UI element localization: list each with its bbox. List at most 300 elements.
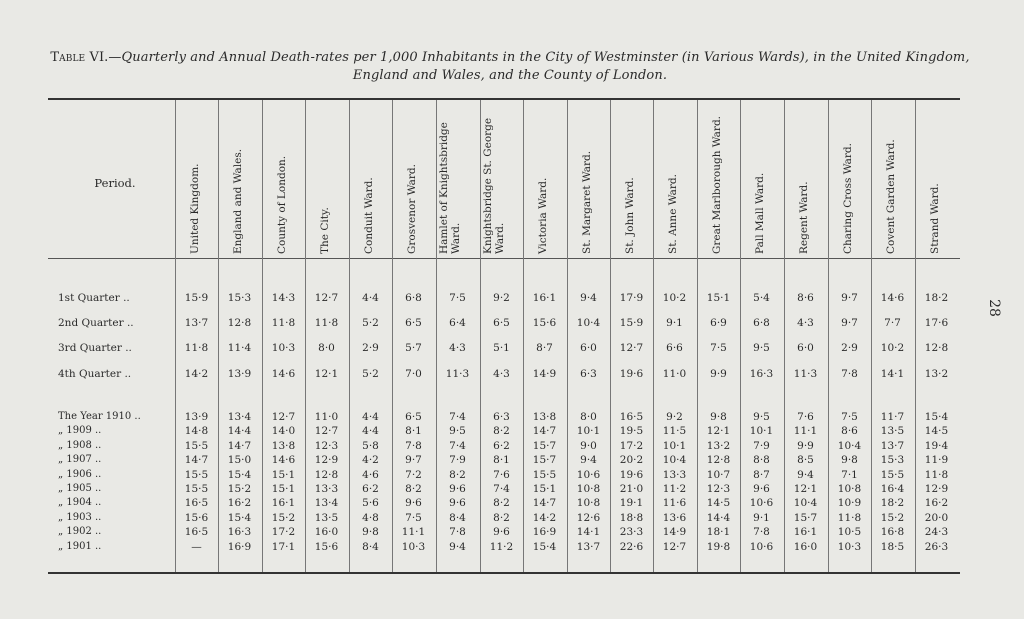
- table-cell: 12·7: [314, 292, 339, 304]
- table-cell: 14·9: [532, 368, 557, 380]
- table-cell: 11·3: [445, 368, 470, 380]
- table-cell: 8·4: [449, 512, 466, 524]
- column-header: [624, 106, 644, 254]
- table-cell: 8·4: [362, 541, 379, 553]
- table-cell: 14·5: [706, 497, 731, 509]
- table-cell: 6·3: [580, 368, 597, 380]
- column-divider: [610, 100, 611, 572]
- period-label: The Year 1910 ..: [58, 411, 141, 422]
- table-cell: 12·8: [227, 317, 252, 329]
- column-header-text: St. John Ward.: [624, 177, 636, 254]
- table-cell: 15·5: [184, 469, 209, 481]
- table-cell: 7·8: [405, 440, 422, 452]
- table-cell: 15·3: [227, 292, 252, 304]
- table-cell: 6·5: [493, 317, 510, 329]
- table-cell: 15·2: [271, 512, 296, 524]
- table-cell: 21·0: [619, 483, 644, 495]
- table-cell: 12·8: [314, 469, 339, 481]
- table-cell: 23·3: [619, 526, 644, 538]
- table-cell: 14·6: [271, 454, 296, 466]
- table-cell: 26·3: [924, 541, 949, 553]
- period-label: „ 1906 ..: [58, 469, 102, 480]
- table-cell: 16·2: [227, 497, 252, 509]
- table-row: [48, 440, 960, 454]
- column-header-text: County of London.: [276, 155, 288, 254]
- column-header: [667, 106, 687, 254]
- table-cell: 6·6: [666, 342, 683, 354]
- table-cell: 14·7: [532, 497, 557, 509]
- table-cell: 9·9: [710, 368, 727, 380]
- table-cell: 7·8: [753, 526, 770, 538]
- table-cell: 18·2: [880, 497, 905, 509]
- table-cell: 15·6: [184, 512, 209, 524]
- table-cell: 9·7: [841, 317, 858, 329]
- table-cell: 11·5: [662, 425, 687, 437]
- table-row: [48, 342, 960, 356]
- table-cell: 15·6: [314, 541, 339, 553]
- column-divider: [653, 100, 654, 572]
- table-row: [48, 425, 960, 439]
- column-header: [581, 106, 601, 254]
- table-cell: 7·5: [710, 342, 727, 354]
- table-cell: 7·7: [884, 317, 901, 329]
- table-cell: 7·0: [405, 368, 422, 380]
- table-cell: 15·7: [793, 512, 818, 524]
- table-cell: 16·5: [184, 526, 209, 538]
- table-cell: 13·8: [532, 411, 557, 423]
- column-divider: [392, 100, 393, 572]
- table-cell: 10·2: [880, 342, 905, 354]
- table-cell: 13·5: [880, 425, 905, 437]
- period-label: „ 1902 ..: [58, 526, 102, 537]
- table-row: [48, 541, 960, 555]
- period-label: 2nd Quarter ..: [58, 317, 134, 329]
- header-rule: [48, 258, 960, 259]
- table-cell: 7·6: [797, 411, 814, 423]
- table-cell: 8·2: [405, 483, 422, 495]
- column-header: [363, 106, 383, 254]
- table-cell: 15·2: [880, 512, 905, 524]
- column-header: [189, 106, 209, 254]
- table-cell: 10·4: [662, 454, 687, 466]
- table-cell: 16·1: [532, 292, 557, 304]
- table-cell: 2·9: [841, 342, 858, 354]
- column-header-text: Pall Mall Ward.: [754, 172, 766, 254]
- table-cell: 16·2: [924, 497, 949, 509]
- period-label: „ 1904 ..: [58, 497, 102, 508]
- table-cell: 11·8: [314, 317, 339, 329]
- table-cell: 13·9: [227, 368, 252, 380]
- table-cell: 9·6: [449, 497, 466, 509]
- table-cell: 7·2: [405, 469, 422, 481]
- table-cell: 15·9: [619, 317, 644, 329]
- table-cell: 6·0: [580, 342, 597, 354]
- table-cell: 11·1: [793, 425, 818, 437]
- table-cell: 10·1: [576, 425, 601, 437]
- table-cell: 11·0: [314, 411, 339, 423]
- table-cell: 16·3: [749, 368, 774, 380]
- table-cell: 24·3: [924, 526, 949, 538]
- table-cell: 15·3: [880, 454, 905, 466]
- table-cell: 15·7: [532, 440, 557, 452]
- column-divider: [436, 100, 437, 572]
- table-cell: 9·4: [580, 454, 597, 466]
- table-cell: 7·9: [449, 454, 466, 466]
- table-cell: 20·2: [619, 454, 644, 466]
- table-row: [48, 497, 960, 511]
- table-cell: 6·3: [493, 411, 510, 423]
- table-cell: 9·7: [841, 292, 858, 304]
- column-header: [885, 106, 905, 254]
- column-header-text: Charing Cross Ward.: [842, 143, 854, 254]
- table-cell: 12·7: [662, 541, 687, 553]
- table-cell: 14·8: [184, 425, 209, 437]
- table-cell: 15·2: [227, 483, 252, 495]
- column-header: [482, 106, 514, 254]
- table-cell: 11·8: [184, 342, 209, 354]
- column-header-text: St. Anne Ward.: [667, 174, 679, 254]
- period-label: „ 1905 ..: [58, 483, 102, 494]
- column-header: [232, 106, 252, 254]
- table-cell: 18·2: [924, 292, 949, 304]
- table-cell: 15·9: [184, 292, 209, 304]
- period-label: „ 1909 ..: [58, 425, 102, 436]
- table-row: [48, 292, 960, 306]
- table-cell: 10·5: [837, 526, 862, 538]
- table-cell: 19·6: [619, 469, 644, 481]
- table-cell: 19·1: [619, 497, 644, 509]
- table-row: [48, 469, 960, 483]
- table-cell: 16·9: [227, 541, 252, 553]
- table-cell: 10·6: [749, 541, 774, 553]
- table-cell: 10·8: [576, 497, 601, 509]
- column-header-text: Grosvenor Ward.: [406, 164, 418, 254]
- table-cell: 4·4: [362, 425, 379, 437]
- table-cell: 9·7: [405, 454, 422, 466]
- table-cell: 15·1: [271, 469, 296, 481]
- table-cell: 9·2: [666, 411, 683, 423]
- table-cell: 8·1: [493, 454, 510, 466]
- column-divider: [784, 100, 785, 572]
- column-header-text: Hamlet of Knightsbridge Ward.: [438, 122, 462, 254]
- table-cell: 12·1: [314, 368, 339, 380]
- table-cell: 4·6: [362, 469, 379, 481]
- table-cell: 15·4: [924, 411, 949, 423]
- column-divider: [871, 100, 872, 572]
- table-cell: 6·8: [405, 292, 422, 304]
- table-cell: 12·9: [314, 454, 339, 466]
- table-cell: 14·0: [271, 425, 296, 437]
- table-cell: 5·2: [362, 317, 379, 329]
- table-cell: 7·4: [493, 483, 510, 495]
- table-cell: 9·2: [493, 292, 510, 304]
- table-cell: 13·7: [184, 317, 209, 329]
- column-header-text: Regent Ward.: [798, 181, 810, 254]
- table-cell: 9·8: [362, 526, 379, 538]
- period-header: Period.: [94, 176, 136, 190]
- table-cell: 7·4: [449, 411, 466, 423]
- column-header: [711, 106, 731, 254]
- column-divider: [305, 100, 306, 572]
- table-cell: 13·9: [184, 411, 209, 423]
- table-cell: 13·2: [924, 368, 949, 380]
- table-cell: 13·8: [271, 440, 296, 452]
- bottom-rule: [48, 572, 960, 574]
- table-cell: 6·2: [362, 483, 379, 495]
- table-cell: 2·9: [362, 342, 379, 354]
- table-cell: 13·5: [314, 512, 339, 524]
- table-title: —Quarterly and Annual Death-rates per 1,000 Inhabitants in the City of Westminster (in Various Wards), in the United Kingdom, England and Wales, and the County of London.: [108, 50, 970, 83]
- table-cell: 12·1: [793, 483, 818, 495]
- table-cell: 9·0: [580, 440, 597, 452]
- table-cell: —: [191, 541, 202, 553]
- table-cell: 15·0: [227, 454, 252, 466]
- column-header: [929, 106, 949, 254]
- top-rule: [48, 98, 960, 100]
- table-cell: 10·6: [749, 497, 774, 509]
- column-header-text: Conduit Ward.: [363, 177, 375, 254]
- table-cell: 16·0: [314, 526, 339, 538]
- table-cell: 5·2: [362, 368, 379, 380]
- table-cell: 11·3: [793, 368, 818, 380]
- table-cell: 5·6: [362, 497, 379, 509]
- column-header-text: United Kingdom.: [189, 163, 201, 254]
- table-cell: 17·1: [271, 541, 296, 553]
- table-cell: 14·5: [924, 425, 949, 437]
- table-cell: 6·5: [405, 411, 422, 423]
- table-cell: 7·5: [405, 512, 422, 524]
- table-cell: 14·1: [880, 368, 905, 380]
- table-label: Table VI.: [50, 50, 109, 65]
- table-row: [48, 368, 960, 382]
- column-header-text: Strand Ward.: [929, 183, 941, 254]
- table-cell: 16·4: [880, 483, 905, 495]
- column-header: [406, 106, 426, 254]
- table-cell: 14·4: [227, 425, 252, 437]
- table-cell: 9·1: [753, 512, 770, 524]
- column-header: [438, 106, 470, 254]
- column-divider: [480, 100, 481, 572]
- column-divider: [567, 100, 568, 572]
- table-cell: 19·5: [619, 425, 644, 437]
- table-cell: 15·1: [706, 292, 731, 304]
- table-cell: 15·5: [880, 469, 905, 481]
- column-header-text: Victoria Ward.: [537, 177, 549, 254]
- table-cell: 6·4: [449, 317, 466, 329]
- table-cell: 15·7: [532, 454, 557, 466]
- column-divider: [523, 100, 524, 572]
- table-cell: 11·1: [401, 526, 426, 538]
- table-cell: 15·1: [532, 483, 557, 495]
- table-cell: 11·9: [924, 454, 949, 466]
- table-cell: 19·6: [619, 368, 644, 380]
- table-cell: 9·5: [753, 411, 770, 423]
- table-cell: 14·2: [184, 368, 209, 380]
- table-cell: 14·9: [662, 526, 687, 538]
- table-cell: 16·5: [184, 497, 209, 509]
- table-cell: 9·6: [449, 483, 466, 495]
- table-cell: 5·7: [405, 342, 422, 354]
- table-cell: 6·0: [797, 342, 814, 354]
- table-cell: 8·1: [405, 425, 422, 437]
- column-header-text: The City.: [319, 207, 331, 254]
- table-cell: 12·7: [314, 425, 339, 437]
- table-cell: 11·8: [271, 317, 296, 329]
- table-cell: 15·1: [271, 483, 296, 495]
- table-cell: 10·1: [749, 425, 774, 437]
- table-cell: 13·3: [662, 469, 687, 481]
- period-label: „ 1903 ..: [58, 512, 102, 523]
- period-label: 4th Quarter ..: [58, 368, 132, 380]
- table-cell: 13·7: [880, 440, 905, 452]
- table-cell: 11·0: [662, 368, 687, 380]
- table-cell: 11·2: [489, 541, 514, 553]
- table-cell: 16·5: [619, 411, 644, 423]
- table-cell: 9·5: [753, 342, 770, 354]
- table-cell: 5·8: [362, 440, 379, 452]
- table-cell: 8·7: [753, 469, 770, 481]
- table-cell: 14·7: [532, 425, 557, 437]
- table-cell: 15·4: [532, 541, 557, 553]
- table-cell: 6·5: [405, 317, 422, 329]
- table-cell: 4·3: [797, 317, 814, 329]
- table-cell: 7·8: [841, 368, 858, 380]
- table-cell: 19·8: [706, 541, 731, 553]
- page-number: 28: [985, 299, 1002, 317]
- table-cell: 13·7: [576, 541, 601, 553]
- table-cell: 11·7: [880, 411, 905, 423]
- table-cell: 5·1: [493, 342, 510, 354]
- table-cell: 8·2: [493, 512, 510, 524]
- column-divider: [740, 100, 741, 572]
- table-cell: 9·4: [580, 292, 597, 304]
- table-cell: 15·5: [184, 483, 209, 495]
- table-cell: 4·3: [493, 368, 510, 380]
- table-cell: 18·8: [619, 512, 644, 524]
- table-cell: 8·6: [797, 292, 814, 304]
- table-cell: 4·3: [449, 342, 466, 354]
- table-cell: 10·4: [837, 440, 862, 452]
- table-cell: 8·2: [493, 497, 510, 509]
- table-cell: 10·4: [793, 497, 818, 509]
- table-row: [48, 454, 960, 468]
- table-cell: 14·2: [532, 512, 557, 524]
- table-cell: 5·4: [753, 292, 770, 304]
- column-header: [754, 106, 774, 254]
- column-header: [842, 106, 862, 254]
- table-cell: 17·2: [271, 526, 296, 538]
- table-cell: 16·1: [793, 526, 818, 538]
- table-cell: 14·6: [271, 368, 296, 380]
- table-cell: 7·8: [449, 526, 466, 538]
- table-cell: 11·4: [227, 342, 252, 354]
- table-cell: 8·8: [753, 454, 770, 466]
- table-cell: 14·6: [880, 292, 905, 304]
- table-cell: 10·4: [576, 317, 601, 329]
- table-cell: 8·0: [318, 342, 335, 354]
- table-cell: 7·6: [493, 469, 510, 481]
- table-cell: 13·3: [314, 483, 339, 495]
- table-cell: 10·6: [576, 469, 601, 481]
- column-divider: [218, 100, 219, 572]
- column-divider: [175, 100, 176, 572]
- table-cell: 12·7: [619, 342, 644, 354]
- column-header: [319, 106, 339, 254]
- table-cell: 6·2: [493, 440, 510, 452]
- table-cell: 15·4: [227, 469, 252, 481]
- table-cell: 10·8: [837, 483, 862, 495]
- period-label: 1st Quarter ..: [58, 292, 130, 304]
- table-cell: 6·8: [753, 317, 770, 329]
- table-cell: 12·3: [706, 483, 731, 495]
- table-cell: 9·6: [753, 483, 770, 495]
- period-label: 3rd Quarter ..: [58, 342, 132, 354]
- table-cell: 9·9: [797, 440, 814, 452]
- table-cell: 14·1: [576, 526, 601, 538]
- table-cell: 9·4: [797, 469, 814, 481]
- table-cell: 8·2: [449, 469, 466, 481]
- table-cell: 13·2: [706, 440, 731, 452]
- table-cell: 8·6: [841, 425, 858, 437]
- table-cell: 7·4: [449, 440, 466, 452]
- table-cell: 10·8: [576, 483, 601, 495]
- table-cell: 16·0: [793, 541, 818, 553]
- column-divider: [349, 100, 350, 572]
- table-cell: 20·0: [924, 512, 949, 524]
- table-cell: 4·2: [362, 454, 379, 466]
- table-cell: 10·3: [401, 541, 426, 553]
- column-header-text: Knightsbridge St. George Ward.: [482, 117, 506, 254]
- table-cell: 16·3: [227, 526, 252, 538]
- table-cell: 10·2: [662, 292, 687, 304]
- table-cell: 11·6: [662, 497, 687, 509]
- table-cell: 9·8: [841, 454, 858, 466]
- column-header: [798, 106, 818, 254]
- table-cell: 17·6: [924, 317, 949, 329]
- column-header: [537, 106, 557, 254]
- table-cell: 8·0: [580, 411, 597, 423]
- table-cell: 10·9: [837, 497, 862, 509]
- table-cell: 4·8: [362, 512, 379, 524]
- table-cell: 9·6: [493, 526, 510, 538]
- table-cell: 17·9: [619, 292, 644, 304]
- table-cell: 18·5: [880, 541, 905, 553]
- table-cell: 15·4: [227, 512, 252, 524]
- column-header-text: St. Margaret Ward.: [581, 150, 593, 254]
- period-label: „ 1901 ..: [58, 541, 102, 552]
- table-row: [48, 317, 960, 331]
- table-cell: 13·6: [662, 512, 687, 524]
- table-cell: 10·3: [271, 342, 296, 354]
- column-header-text: Great Marlborough Ward.: [711, 115, 723, 254]
- table-cell: 12·9: [924, 483, 949, 495]
- column-header-text: England and Wales.: [232, 148, 244, 254]
- table-caption: [40, 49, 980, 85]
- table-cell: 16·9: [532, 526, 557, 538]
- table-cell: 12·1: [706, 425, 731, 437]
- table-cell: 16·8: [880, 526, 905, 538]
- table-cell: 15·5: [532, 469, 557, 481]
- column-divider: [828, 100, 829, 572]
- table-row: [48, 483, 960, 497]
- table-cell: 10·1: [662, 440, 687, 452]
- table-cell: 12·3: [314, 440, 339, 452]
- table-cell: 7·5: [841, 411, 858, 423]
- table-cell: 22·6: [619, 541, 644, 553]
- table-cell: 14·7: [184, 454, 209, 466]
- table-cell: 11·8: [837, 512, 862, 524]
- table-cell: 9·4: [449, 541, 466, 553]
